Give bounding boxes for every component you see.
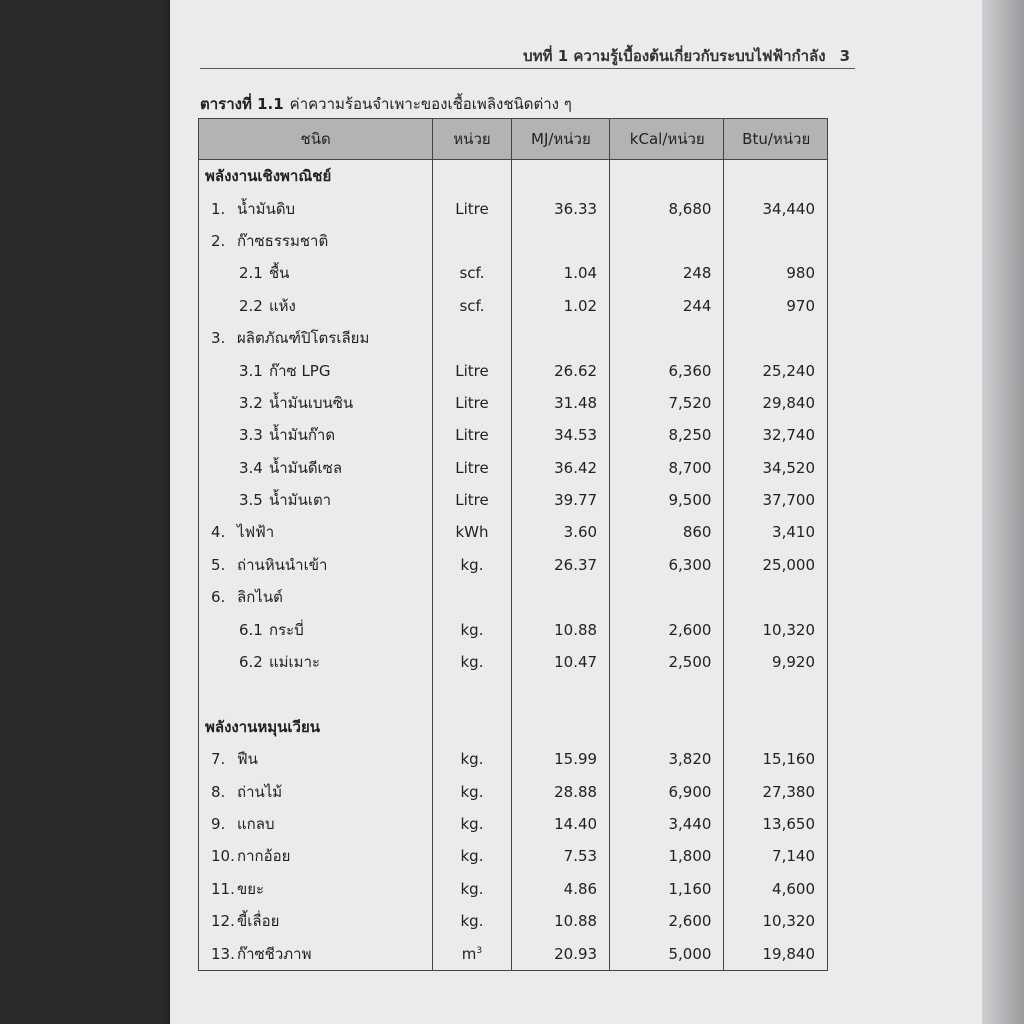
mj-value [511,678,609,710]
kcal-value [610,160,724,193]
mj-value: 10.88 [511,613,609,645]
unit-cell [433,873,511,905]
kcal-value: 2,600 [610,613,724,645]
unit-cell [433,516,511,548]
item-label: ก๊าซธรรมชาติ [237,231,329,250]
item-number: 2.2 [239,296,263,315]
fuel-name [199,840,433,872]
mj-value: 15.99 [511,743,609,775]
unit-value: kg. [460,653,484,672]
unit-cell [433,419,511,451]
item-number: 3.4 [239,458,263,477]
item-label: ก๊าซ LPG [269,361,331,380]
unit-value: Litre [455,199,489,218]
unit-cell [433,775,511,807]
kcal-value: 3,440 [610,808,724,840]
table-row [199,452,828,484]
btu-value: 25,240 [724,354,828,386]
unit-value: m [461,944,477,963]
mj-value: 10.88 [511,905,609,937]
fuel-name [199,549,433,581]
fuel-name [199,613,433,645]
table-row [199,290,828,322]
btu-value: 29,840 [724,387,828,419]
item-label: น้ำมันดิบ [237,199,296,218]
item-number: 3.2 [239,393,263,412]
unit-value: kg. [460,815,484,833]
item-label: ขี้เลื่อย [237,912,280,931]
item-label: น้ำมันเตา [269,491,332,510]
btu-value: 37,700 [724,484,828,516]
fuel-name [199,808,433,840]
item-number: 8. [211,782,226,801]
chapter-title: บทที่ 1 ความรู้เบื้องต้นเกี่ยวกับระบบไฟฟ้ากำลัง [523,47,826,65]
unit-cell [433,192,511,224]
mj-value: 36.42 [511,452,609,484]
item-number: 5. [211,555,226,574]
unit-cell [433,840,511,872]
table-row [199,937,828,970]
item-label: ก๊าซชีวภาพ [237,944,312,963]
kcal-value: 248 [610,257,724,289]
table-row [199,257,828,289]
fuel-name [199,322,433,354]
btu-value [724,225,828,257]
kcal-value [610,711,724,743]
mj-value: 31.48 [511,387,609,419]
fuel-name [199,581,433,613]
unit-cell [433,808,511,840]
table-row [199,808,828,840]
item-label: แห้ง [269,296,296,315]
unit-cell [433,549,511,581]
col-header-unit: หน่วย [433,119,511,160]
btu-value [724,581,828,613]
mj-value: 4.86 [511,873,609,905]
unit-cell [433,257,511,289]
fuel-name [199,452,433,484]
fuel-name [199,775,433,807]
mj-value: 10.47 [511,646,609,678]
table-row [199,646,828,678]
book-page [170,0,982,1024]
mj-value [511,225,609,257]
btu-value [724,711,828,743]
kcal-value: 6,900 [610,775,724,807]
mj-value: 26.37 [511,549,609,581]
item-label: กากอ้อย [237,847,291,866]
kcal-value: 8,680 [610,192,724,224]
caption-text: ค่าความร้อนจำเพาะของเชื้อเพลิงชนิดต่าง ๆ [289,95,572,113]
fuel-name [199,646,433,678]
fuel-name [199,192,433,224]
item-label: น้ำมันก๊าด [269,426,336,445]
kcal-value: 244 [610,290,724,322]
kcal-value [610,581,724,613]
btu-value: 10,320 [724,613,828,645]
table-row [199,387,828,419]
kcal-value: 9,500 [610,484,724,516]
btu-value: 15,160 [724,743,828,775]
mj-value: 7.53 [511,840,609,872]
section-title: พลังงานหมุนเวียน [199,711,433,743]
btu-value: 3,410 [724,516,828,548]
item-number: 3.5 [239,491,263,510]
item-label: ถ่านไม้ [237,782,283,801]
btu-value [724,322,828,354]
unit-cell [433,711,511,743]
running-header [200,44,850,68]
fuel-name [199,937,433,970]
kcal-value: 2,500 [610,646,724,678]
mj-value: 36.33 [511,192,609,224]
kcal-value [610,322,724,354]
btu-value [724,678,828,710]
unit-value: kg. [460,782,484,801]
btu-value: 9,920 [724,646,828,678]
mj-value: 39.77 [511,484,609,516]
col-header-kcal: kCal/หน่วย [610,119,724,160]
btu-value [724,160,828,193]
item-label: แม่เมาะ [269,653,321,672]
table-row [199,322,828,354]
mj-value: 28.88 [511,775,609,807]
fuel-name [199,387,433,419]
item-label: ลิกไนต์ [237,588,283,607]
fuel-heat-table [198,118,828,971]
table-row [199,840,828,872]
kcal-value: 860 [610,516,724,548]
unit-cell [433,354,511,386]
item-number: 12. [211,912,235,931]
btu-value: 10,320 [724,905,828,937]
btu-value: 34,440 [724,192,828,224]
section-row [199,711,828,743]
mj-value [511,581,609,613]
fuel-name [199,225,433,257]
mj-value [511,322,609,354]
col-header-mj: MJ/หน่วย [511,119,609,160]
unit-cell [433,290,511,322]
table-row [199,484,828,516]
btu-value: 32,740 [724,419,828,451]
btu-value: 4,600 [724,873,828,905]
unit-value: Litre [455,491,489,510]
table-body [199,160,828,971]
table-row [199,743,828,775]
unit-value: kg. [460,750,484,769]
item-number: 3.3 [239,426,263,445]
table-row [199,775,828,807]
unit-cell [433,484,511,516]
unit-value: kg. [460,620,484,639]
item-number: 2.1 [239,264,263,283]
unit-value: Litre [455,393,489,412]
unit-value: Litre [455,426,489,445]
item-number: 6. [211,588,226,607]
unit-value: kg. [460,847,484,866]
item-number: 6.1 [239,620,263,639]
btu-value: 27,380 [724,775,828,807]
caption-label: ตารางที่ 1.1 [200,95,284,113]
unit-value: Litre [455,361,489,380]
item-label: ผลิตภัณฑ์ปิโตรเลียม [237,329,370,348]
table-row [199,225,828,257]
item-label: ฟืน [237,750,258,769]
item-number: 9. [211,815,226,833]
table-row [199,549,828,581]
table-row [199,581,828,613]
unit-cell [433,225,511,257]
kcal-value: 8,700 [610,452,724,484]
kcal-value: 8,250 [610,419,724,451]
page-stack-edge [982,0,1024,1024]
mj-value [511,711,609,743]
unit-value: kg. [460,555,484,574]
unit-value: kWh [455,523,489,542]
unit-value: scf. [459,296,485,315]
section-title: พลังงานเชิงพาณิชย์ [199,160,433,193]
item-number: 3.1 [239,361,263,380]
item-label: กระบี่ [269,620,304,639]
btu-value: 7,140 [724,840,828,872]
kcal-value: 7,520 [610,387,724,419]
unit-cell [433,743,511,775]
table-row [199,354,828,386]
kcal-value: 5,000 [610,937,724,970]
fuel-name [199,905,433,937]
fuel-name [199,419,433,451]
fuel-name [199,516,433,548]
unit-cell [433,937,511,970]
table-row [199,419,828,451]
mj-value: 1.02 [511,290,609,322]
mj-value: 1.04 [511,257,609,289]
item-label: น้ำมันดีเซล [269,458,343,477]
item-label: ไฟฟ้า [237,523,275,542]
unit-value: Litre [455,458,489,477]
section-row [199,160,828,193]
col-header-btu: Btu/หน่วย [724,119,828,160]
fuel-name [199,743,433,775]
item-number: 10. [211,847,235,866]
fuel-name [199,873,433,905]
kcal-value: 6,300 [610,549,724,581]
mj-value [511,160,609,193]
unit-cell [433,678,511,710]
unit-cell [433,387,511,419]
item-label: ถ่านหินนำเข้า [237,555,328,574]
unit-value: kg. [460,879,484,898]
kcal-value: 1,800 [610,840,724,872]
item-number: 13. [211,944,235,963]
mj-value: 20.93 [511,937,609,970]
unit-cell [433,581,511,613]
fuel-name [199,484,433,516]
unit-superscript: 3 [476,945,483,956]
table-row [199,905,828,937]
item-number: 11. [211,879,235,898]
mj-value: 14.40 [511,808,609,840]
page-number: 3 [839,47,850,65]
table-caption [200,92,572,116]
btu-value: 970 [724,290,828,322]
kcal-value: 2,600 [610,905,724,937]
unit-cell [433,613,511,645]
header-rule [200,68,855,69]
table-row [199,516,828,548]
table-row [199,678,828,710]
item-number: 2. [211,231,226,250]
item-number: 7. [211,750,226,769]
fuel-name [199,678,433,710]
unit-cell [433,452,511,484]
kcal-value: 1,160 [610,873,724,905]
btu-value: 13,650 [724,808,828,840]
unit-value: kg. [460,912,484,931]
table-row [199,192,828,224]
item-label: แกลบ [237,815,275,833]
mj-value: 3.60 [511,516,609,548]
item-number: 4. [211,523,226,542]
item-label: ชื้น [269,264,290,283]
fuel-name [199,290,433,322]
kcal-value: 6,360 [610,354,724,386]
item-label: ขยะ [237,879,265,898]
btu-value: 19,840 [724,937,828,970]
table-row [199,873,828,905]
table-header-row [199,119,828,160]
fuel-name [199,257,433,289]
kcal-value [610,225,724,257]
unit-cell [433,322,511,354]
mj-value: 26.62 [511,354,609,386]
item-label: น้ำมันเบนซิน [269,393,354,412]
unit-cell [433,160,511,193]
kcal-value [610,678,724,710]
btu-value: 980 [724,257,828,289]
unit-value: scf. [459,264,485,283]
btu-value: 25,000 [724,549,828,581]
table-row [199,613,828,645]
btu-value: 34,520 [724,452,828,484]
unit-cell [433,646,511,678]
kcal-value: 3,820 [610,743,724,775]
item-number: 3. [211,329,226,348]
item-number: 6.2 [239,653,263,672]
unit-cell [433,905,511,937]
mj-value: 34.53 [511,419,609,451]
col-header-type: ชนิด [199,119,433,160]
item-number: 1. [211,199,226,218]
fuel-name [199,354,433,386]
